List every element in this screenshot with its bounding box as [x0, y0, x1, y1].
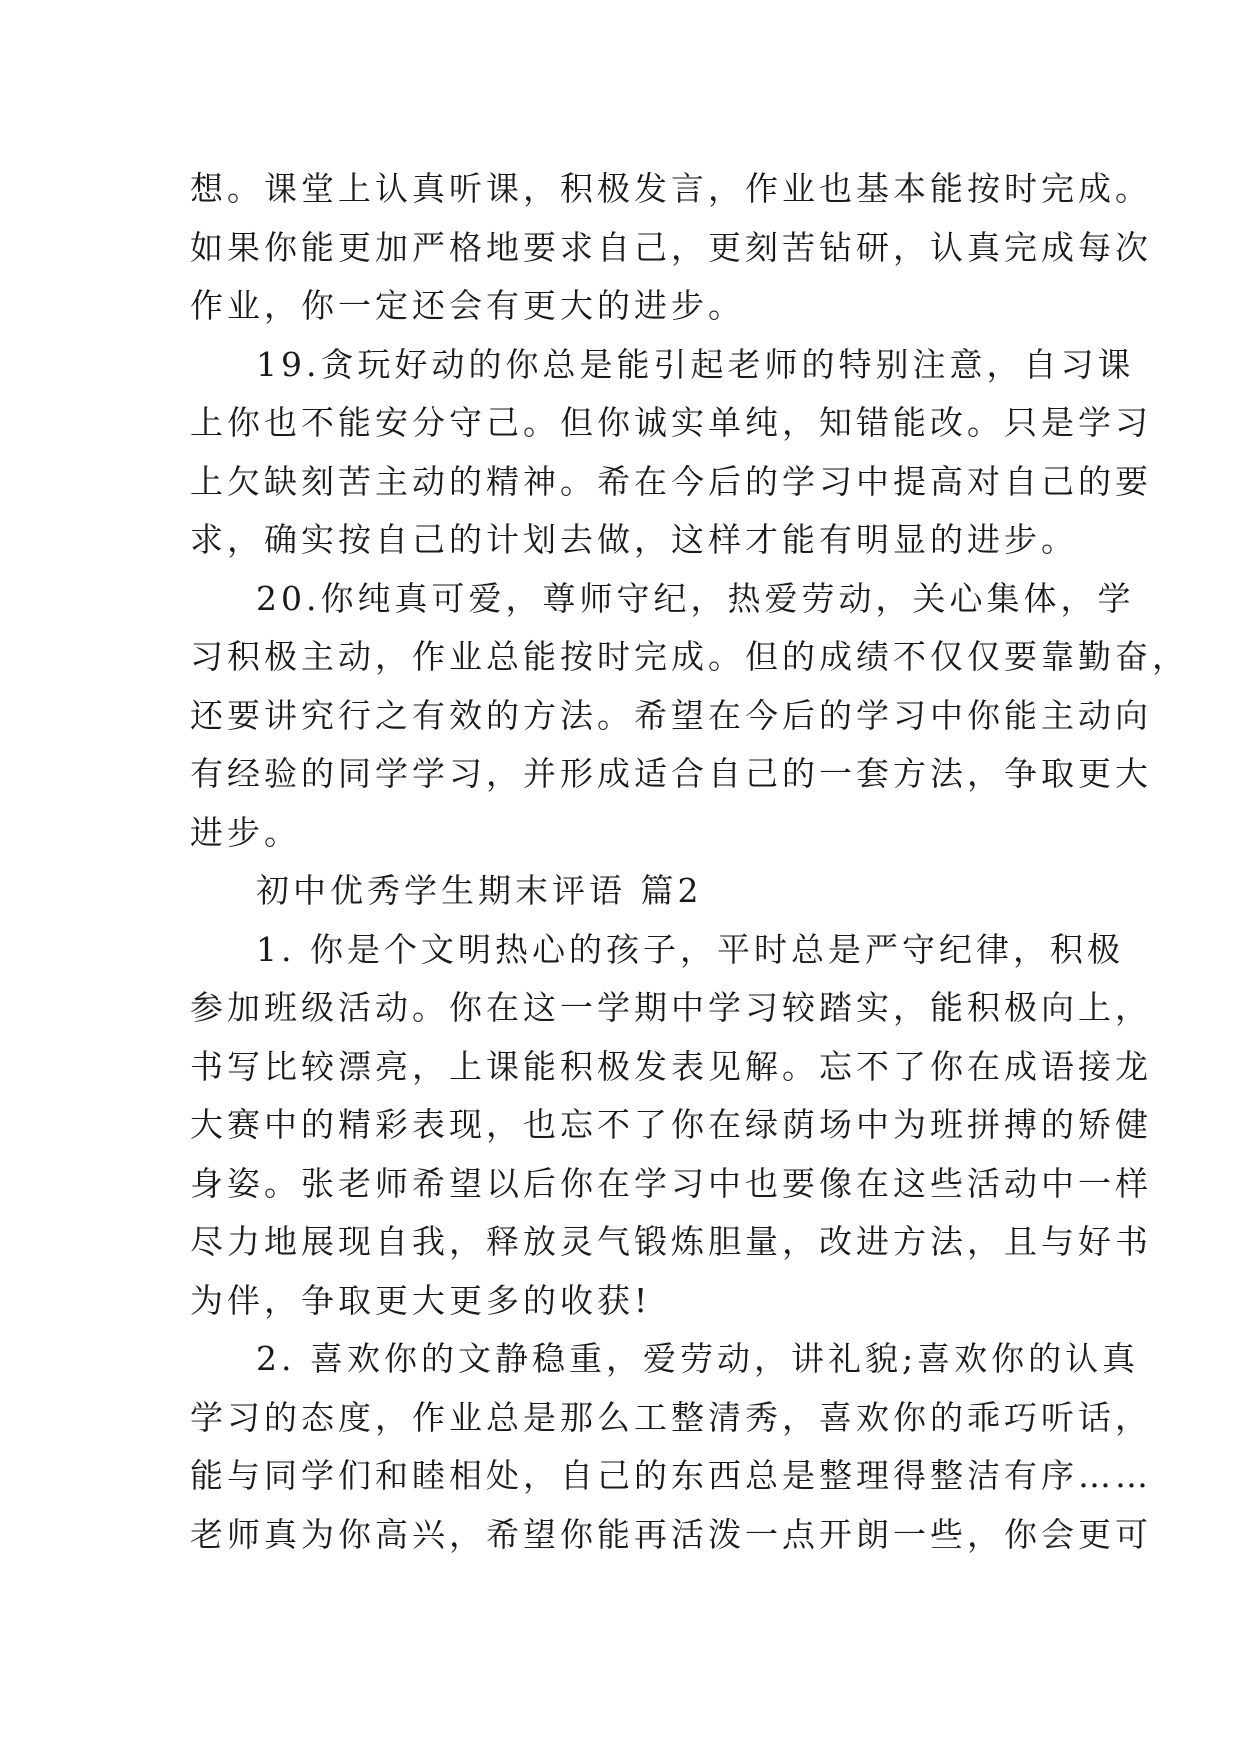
- text-line: 作业，你一定还会有更大的进步。: [190, 286, 745, 325]
- text-line: 19.贪玩好动的你总是能引起老师的特别注意，自习课: [256, 344, 1135, 384]
- text-line: 为伴，争取更大更多的收获!: [190, 1280, 652, 1320]
- text-line: 进步。: [190, 812, 301, 852]
- text-line: 上你也不能安分守己。但你诚实单纯，知错能改。只是学习: [190, 403, 1152, 442]
- text-line: 如果你能更加严格地要求自己，更刻苦钻研，认真完成每次: [190, 227, 1152, 267]
- text-line: 20.你纯真可爱，尊师守纪，热爱劳动，关心集体，学: [256, 578, 1135, 618]
- text-line: 求，确实按自己的计划去做，这样才能有明显的进步。: [190, 520, 1078, 559]
- text-line: 还要讲究行之有效的方法。希望在今后的学习中你能主动向: [190, 695, 1152, 735]
- text-line: 老师真为你高兴，希望你能再活泼一点开朗一些，你会更可: [190, 1514, 1152, 1554]
- text-line: 身姿。张老师希望以后你在学习中也要像在这些活动中一样: [190, 1163, 1152, 1203]
- text-line: 学习的态度，作业总是那么工整清秀，喜欢你的乖巧听话，: [190, 1397, 1152, 1437]
- text-line: 想。课堂上认真听课，积极发言，作业也基本能按时完成。: [190, 169, 1152, 208]
- text-line: 习积极主动，作业总能按时完成。但的成绩不仅仅要靠勤奋，: [190, 637, 1189, 676]
- text-line: 2. 喜欢你的文静稳重，爱劳动，讲礼貌;喜欢你的认真: [256, 1339, 1140, 1378]
- text-line: 参加班级活动。你在这一学期中学习较踏实，能积极向上，: [190, 988, 1152, 1027]
- text-line: 书写比较漂亮，上课能积极发表见解。忘不了你在成语接龙: [190, 1046, 1152, 1086]
- document-body: [190, 160, 1189, 1564]
- text-line: 初中优秀学生期末评语 篇2: [256, 871, 703, 910]
- text-line: 尽力地展现自我，释放灵气锻炼胆量，改进方法，且与好书: [190, 1222, 1152, 1261]
- text-line: 大赛中的精彩表现，也忘不了你在绿荫场中为班拼搏的矫健: [190, 1105, 1152, 1144]
- text-line: 1. 你是个文明热心的孩子，平时总是严守纪律，积极: [256, 929, 1124, 969]
- text-line: 上欠缺刻苦主动的精神。希在今后的学习中提高对自己的要: [190, 461, 1152, 501]
- text-line: 有经验的同学学习，并形成适合自己的一套方法，争取更大: [190, 754, 1152, 793]
- text-line: 能与同学们和睦相处，自己的东西总是整理得整洁有序……: [190, 1456, 1152, 1495]
